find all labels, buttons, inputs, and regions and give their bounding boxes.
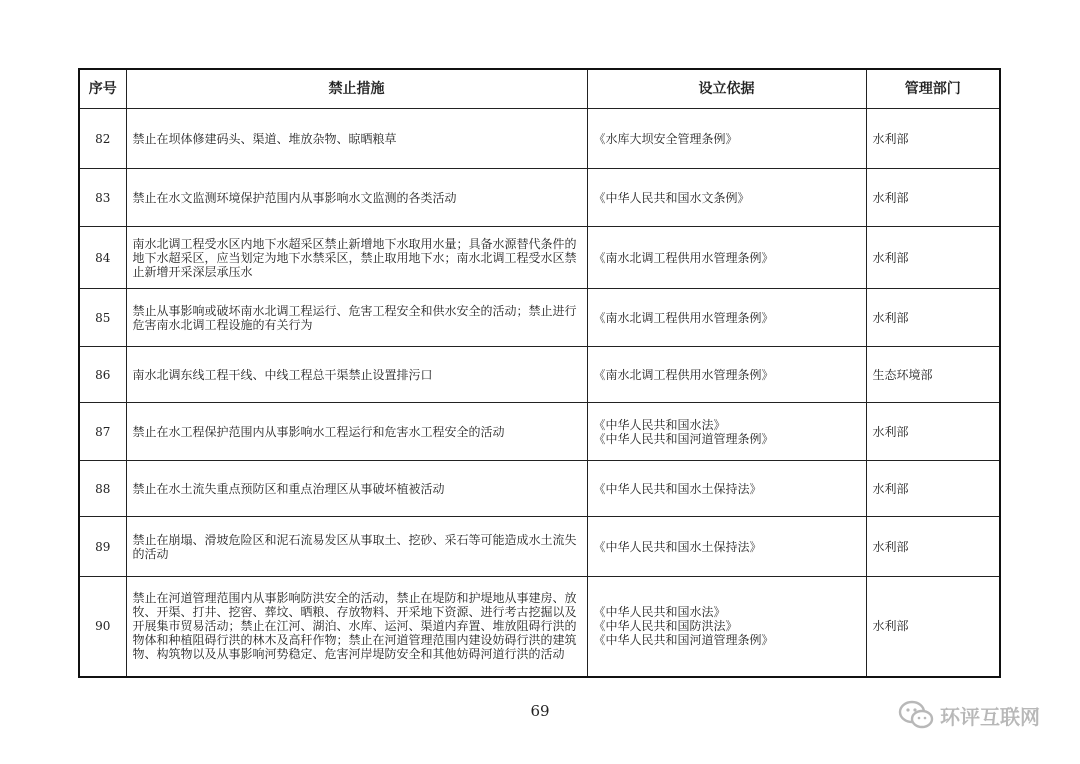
row-measure: 禁止从事影响或破坏南水北调工程运行、危害工程安全和供水安全的活动；禁止进行危害南水北调工程设施的有关行为 xyxy=(126,289,587,347)
row-basis: 《中华人民共和国水土保持法》 xyxy=(587,461,866,517)
header-no: 序号 xyxy=(79,69,126,109)
row-dept: 水利部 xyxy=(866,461,1000,517)
row-basis: 《南水北调工程供用水管理条例》 xyxy=(587,289,866,347)
table-row xyxy=(79,577,1000,677)
header-basis: 设立依据 xyxy=(587,69,866,109)
row-dept: 水利部 xyxy=(866,577,1000,677)
table-row xyxy=(79,227,1000,289)
row-dept: 水利部 xyxy=(866,403,1000,461)
table-row xyxy=(79,461,1000,517)
row-measure: 南水北调东线工程干线、中线工程总干渠禁止设置排污口 xyxy=(126,347,587,403)
header-measure: 禁止措施 xyxy=(126,69,587,109)
table-header-row xyxy=(79,69,1000,109)
row-number: 89 xyxy=(79,517,126,577)
watermark xyxy=(898,700,1040,730)
row-dept: 生态环境部 xyxy=(866,347,1000,403)
regulation-table xyxy=(78,68,1001,678)
row-measure: 禁止在水工程保护范围内从事影响水工程运行和危害水工程安全的活动 xyxy=(126,403,587,461)
row-measure: 禁止在崩塌、滑坡危险区和泥石流易发区从事取土、挖砂、采石等可能造成水土流失的活动 xyxy=(126,517,587,577)
table-row xyxy=(79,347,1000,403)
row-number: 84 xyxy=(79,227,126,289)
table-row xyxy=(79,289,1000,347)
table-row xyxy=(79,109,1000,169)
row-basis: 《水库大坝安全管理条例》 xyxy=(587,109,866,169)
row-basis: 《中华人民共和国水文条例》 xyxy=(587,169,866,227)
row-number: 85 xyxy=(79,289,126,347)
page-number: 69 xyxy=(530,702,550,720)
table-row xyxy=(79,403,1000,461)
row-dept: 水利部 xyxy=(866,289,1000,347)
row-dept: 水利部 xyxy=(866,227,1000,289)
row-number: 88 xyxy=(79,461,126,517)
row-dept: 水利部 xyxy=(866,169,1000,227)
watermark-text: 环评互联网 xyxy=(940,704,1040,729)
row-number: 90 xyxy=(79,577,126,677)
row-measure: 禁止在河道管理范围内从事影响防洪安全的活动，禁止在堤防和护堤地从事建房、放牧、开渠、打井、挖窖、葬坟、晒粮、存放物料、开采地下资源、进行考古挖掘以及开展集市贸易活动；禁止在江河、湖泊、水库、运河、渠道内弃置、堆放阻碍行洪的物体和种植阻碍行洪的林木及高秆作物；禁止在河道管理范围内建设妨碍行洪的建筑物、构筑物以及从事影响河势稳定、危害河岸堤防安全和其他妨碍河道行洪的活动 xyxy=(126,577,587,677)
row-basis: 《中华人民共和国水法》 《中华人民共和国河道管理条例》 xyxy=(587,403,866,461)
row-number: 86 xyxy=(79,347,126,403)
row-basis: 《中华人民共和国水法》 《中华人民共和国防洪法》 《中华人民共和国河道管理条例》 xyxy=(587,577,866,677)
table-row xyxy=(79,517,1000,577)
row-dept: 水利部 xyxy=(866,109,1000,169)
row-basis: 《南水北调工程供用水管理条例》 xyxy=(587,347,866,403)
row-measure: 禁止在水土流失重点预防区和重点治理区从事破坏植被活动 xyxy=(126,461,587,517)
row-number: 83 xyxy=(79,169,126,227)
row-measure: 南水北调工程受水区内地下水超采区禁止新增地下水取用水量；具备水源替代条件的地下水超采区，应当划定为地下水禁采区，禁止取用地下水；南水北调工程受水区禁止新增开采深层承压水 xyxy=(126,227,587,289)
wechat-icon xyxy=(898,700,934,730)
row-basis: 《南水北调工程供用水管理条例》 xyxy=(587,227,866,289)
table-body xyxy=(79,109,1000,677)
header-dept: 管理部门 xyxy=(866,69,1000,109)
row-number: 82 xyxy=(79,109,126,169)
row-basis: 《中华人民共和国水土保持法》 xyxy=(587,517,866,577)
row-measure: 禁止在水文监测环境保护范围内从事影响水文监测的各类活动 xyxy=(126,169,587,227)
table-row xyxy=(79,169,1000,227)
row-number: 87 xyxy=(79,403,126,461)
row-dept: 水利部 xyxy=(866,517,1000,577)
row-measure: 禁止在坝体修建码头、渠道、堆放杂物、晾晒粮草 xyxy=(126,109,587,169)
